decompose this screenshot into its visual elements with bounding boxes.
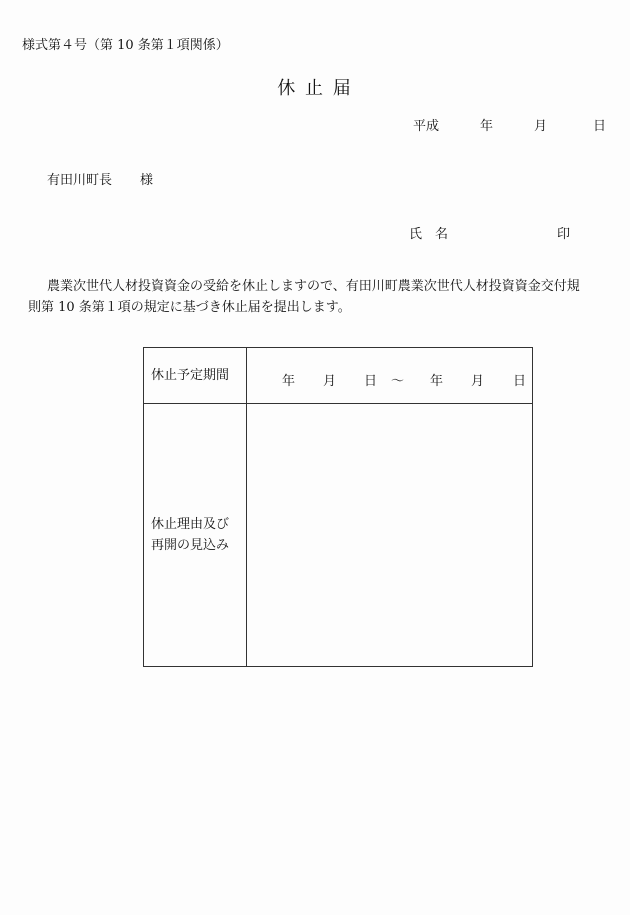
suspension-form-table xyxy=(143,347,533,667)
reason-label xyxy=(144,404,247,667)
name-label: 氏 名 xyxy=(409,227,449,242)
date-day: 日 xyxy=(593,119,607,134)
addressee-honorific: 様 xyxy=(140,173,154,188)
addressee-name: 有田川町長 xyxy=(47,173,113,188)
period-end-month: 月 xyxy=(471,374,485,389)
date-year: 年 xyxy=(480,119,494,134)
reason-input-cell[interactable] xyxy=(247,404,533,667)
date-line xyxy=(413,115,606,134)
date-era: 平成 xyxy=(413,119,440,134)
period-input-cell[interactable] xyxy=(247,348,533,404)
period-label: 休止予定期間 xyxy=(144,348,247,404)
seal-label: 印 xyxy=(557,227,571,242)
reason-label-line-1: 休止理由及び xyxy=(151,517,230,532)
reason-label-line-2: 再開の見込み xyxy=(151,538,230,553)
period-start-year: 年 xyxy=(282,374,296,389)
applicant-name-line xyxy=(409,223,571,242)
period-start-day: 日 xyxy=(364,374,378,389)
period-separator: ～ xyxy=(391,374,405,389)
date-month: 月 xyxy=(534,119,548,134)
table-row-period xyxy=(144,348,533,404)
body-line-1: 農業次世代人材投資資金の受給を休止しますので、有田川町農業次世代人材投資資金交付規 xyxy=(47,279,580,294)
table-row-reason xyxy=(144,404,533,667)
period-start-month: 月 xyxy=(323,374,337,389)
document-title: 休 止 届 xyxy=(277,78,353,99)
period-end-year: 年 xyxy=(430,374,444,389)
body-line-2: 則第 10 条第１項の規定に基づき休止届を提出します。 xyxy=(28,300,351,315)
period-end-day: 日 xyxy=(513,374,527,389)
addressee xyxy=(47,169,153,188)
body-paragraph xyxy=(28,276,606,318)
form-number: 様式第４号（第 10 条第１項関係） xyxy=(22,38,229,53)
